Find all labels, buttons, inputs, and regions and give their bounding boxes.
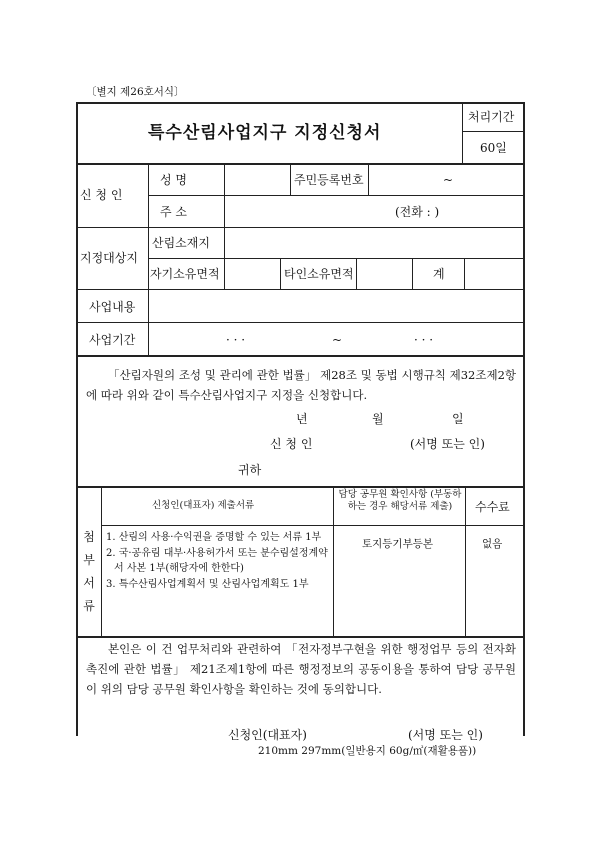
applicant-label-divider [148, 163, 149, 227]
target-section-label: 지정대상지 [80, 251, 138, 265]
applicant-doc-item: 2. 국·공유림 대부·사용허가서 또는 분수림설정계약서 사본 1부(해당자에 한한다) [106, 547, 328, 574]
attach-col-divider-1 [333, 486, 334, 636]
title-divider [462, 102, 463, 164]
date-year-label: 년 [296, 412, 308, 426]
other-area-label: 타인소유면적 [284, 267, 354, 281]
area-divider-5 [464, 258, 465, 289]
form-number: 〔별지 제26호서식〕 [86, 86, 185, 98]
fee-value: 없음 [482, 538, 503, 550]
applicant-bottom [76, 227, 524, 228]
consent-text: 본인은 이 건 업무처리와 관련하여 「전자정부구현을 위한 행정업무 등의 전자화촉진에 관한 법률」 제21조제1항에 따른 행정정보의 공동이용을 통하여 담당 공무원이 위의 담당 공무원 확인사항을 확인하는 것에 동의합니다. [86, 642, 516, 697]
consent-signer-label: 신청인(대표자) [228, 728, 307, 742]
attachments-section-label [82, 526, 96, 618]
consent-signature-label[interactable]: (서명 또는 인) [408, 728, 483, 742]
name-label: 성 명 [160, 173, 187, 187]
applicant-docs-header: 신청인(대표자) 제출서류 [152, 500, 255, 511]
rrn-field[interactable] [371, 166, 521, 192]
recipient-suffix: 귀하 [238, 463, 262, 477]
rrn-left-divider [290, 163, 291, 195]
area-divider-1 [224, 258, 225, 289]
project-period-label: 사업기간 [89, 333, 136, 347]
applicant-doc-item: 1. 산림의 사용·수익권을 증명할 수 있는 서류 1부 [106, 532, 322, 543]
area-divider-4 [412, 258, 413, 289]
date-day-label: 일 [452, 412, 464, 426]
attach-label-char: 류 [83, 599, 95, 613]
target-mid-line [148, 258, 524, 259]
period-tilde: ~ [332, 333, 343, 347]
content-bottom [76, 322, 524, 323]
attach-header-bottom [101, 525, 524, 526]
rrn-right-divider [368, 163, 369, 195]
period-bottom [76, 355, 524, 357]
processing-value: 60일 [480, 141, 507, 155]
project-content-label: 사업내용 [89, 300, 136, 314]
attach-label-char: 서 [83, 576, 95, 590]
phone-text: (전화 : ) [395, 205, 440, 219]
applicant-section-label: 신 청 인 [80, 188, 123, 202]
table-border-left [76, 102, 78, 736]
paper-spec-footer: 210mm 297mm(일반용지 60g/㎡(재활용품)) [258, 745, 477, 757]
consent-signature-row [76, 728, 524, 742]
processing-divider [462, 131, 524, 132]
declaration-signature-label[interactable]: (서명 또는 인) [410, 437, 485, 451]
form-title: 특수산림사업지구 지정신청서 [148, 123, 382, 143]
rrn-separator: ~ [443, 173, 454, 187]
applicant-docs-list [106, 530, 328, 592]
attach-label-divider [101, 486, 102, 636]
attach-label-char: 첨 [83, 530, 95, 544]
period-start-dots[interactable]: · · · [226, 333, 246, 347]
area-divider-3 [356, 258, 357, 289]
own-area-label: 자기소유면적 [150, 267, 220, 281]
area-divider-2 [280, 258, 281, 289]
attach-bottom [76, 636, 524, 638]
applicant-mid-line [148, 195, 524, 196]
declaration-bottom [76, 486, 524, 488]
attach-label-char: 부 [83, 553, 95, 567]
other-area-field[interactable] [359, 261, 409, 286]
address-label: 주 소 [160, 205, 187, 219]
applicant-field-divider [224, 163, 225, 227]
rrn-label: 주민등록번호 [294, 173, 364, 187]
project-content-field[interactable] [151, 292, 521, 319]
processing-label: 처리기간 [468, 110, 515, 124]
attach-col-divider-2 [465, 486, 466, 636]
address-field[interactable] [227, 198, 387, 224]
target-bottom [76, 289, 524, 290]
target-label-divider [148, 227, 149, 289]
fee-header: 수수료 [475, 500, 510, 514]
location-field[interactable] [227, 230, 520, 255]
title-row-bottom [76, 163, 524, 165]
declaration-text: 「산림자원의 조성 및 관리에 관한 법률」 제28조 및 동법 시행규칙 제32조제2항에 따라 위와 같이 특수산림사업지구 지정을 신청합니다. [86, 368, 516, 403]
location-label: 산림소재지 [152, 236, 210, 250]
official-doc: 토지등기부등본 [362, 538, 434, 550]
total-label: 계 [433, 267, 445, 281]
official-check-header: 담당 공무원 확인사항 (부동하하는 경우 해당서류 제출) [338, 489, 462, 513]
total-field[interactable] [467, 261, 521, 286]
declaration-applicant-label: 신 청 인 [270, 437, 313, 451]
table-border-right [523, 102, 525, 736]
table-border-top [76, 102, 524, 104]
applicant-doc-item: 3. 특수산림사업계획서 및 산림사업계획도 1부 [106, 578, 309, 590]
location-divider [224, 227, 225, 258]
period-end-dots[interactable]: · · · [414, 333, 434, 347]
own-area-field[interactable] [227, 261, 277, 286]
date-month-label: 월 [372, 412, 384, 426]
name-field[interactable] [227, 166, 287, 192]
